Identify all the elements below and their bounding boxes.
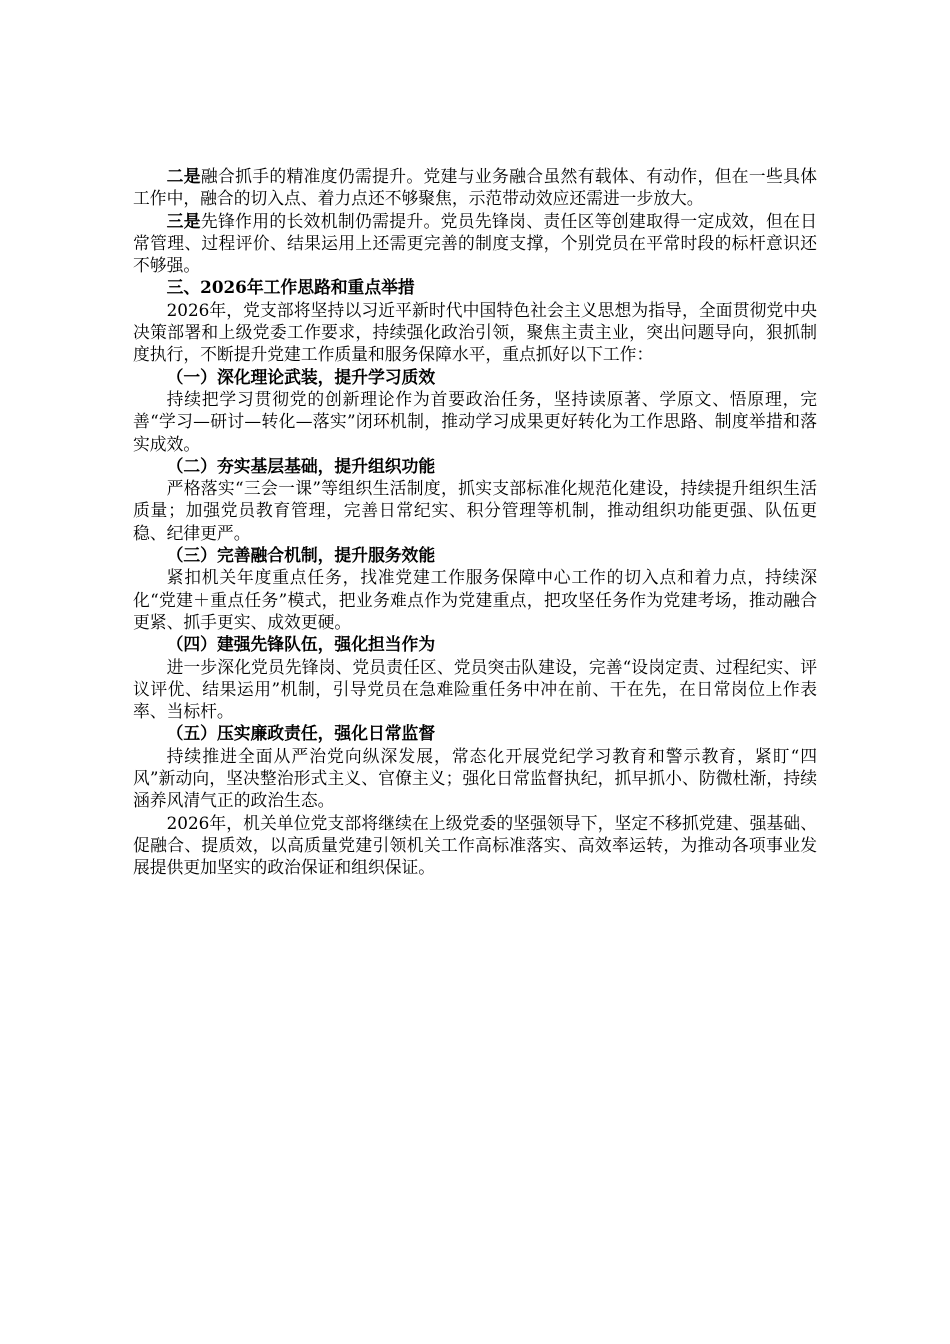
subheading-two: （二）夯实基层基础，提升组织功能 <box>166 455 436 476</box>
section-heading: 三、2026年工作思路和重点举措 <box>166 277 415 298</box>
paragraph-two: 严格落实“三会一课”等组织生活制度，抓实支部标准化规范化建设，持续提升组织生活质量；加强党员教育管理，完善日常纪实、积分管理等机制，推动组织功能更强、队伍更稳、纪律更严。 <box>133 478 817 543</box>
paragraph-three: 紧扣机关年度重点任务，找准党建工作服务保障中心工作的切入点和着力点，持续深化“党建＋重点任务”模式，把业务难点作为党建重点，把攻坚任务作为党建考场，推动融合更紧、抓手更实、成效更硬。 <box>133 567 817 632</box>
paragraph-text: 先锋作用的长效机制仍需提升。党员先锋岗、责任区等创建取得一定成效，但在日常管理、过程评价、结果运用上还需更完善的制度支撑，个别党员在平常时段的标杆意识还不够强。 <box>133 210 817 276</box>
paragraph-issue-two <box>133 165 817 210</box>
paragraph-five: 持续推进全面从严治党向纵深发展，常态化开展党纪学习教育和警示教育，紧盯“四风”新动向，坚决整治形式主义、官僚主义；强化日常监督执纪，抓早抓小、防微杜渐，持续涵养风清气正的政治生态。 <box>133 745 817 811</box>
subheading-three: （三）完善融合机制，提升服务效能 <box>166 545 436 566</box>
paragraph-issue-three <box>133 210 817 277</box>
paragraph-text: 融合抓手的精准度仍需提升。党建与业务融合虽然有载体、有动作，但在一些具体工作中，融合的切入点、着力点还不够聚焦，示范带动效应还需进一步放大。 <box>133 166 817 209</box>
paragraph-intro: 2026年，党支部将坚持以习近平新时代中国特色社会主义思想为指导，全面贯彻党中央决策部署和上级党委工作要求，持续强化政治引领，聚焦主责主业，突出问题导向，狠抓制度执行，不断提升党建工作质量和服务保障水平，重点抓好以下工作： <box>133 299 817 365</box>
lead-term: 二是 <box>166 166 201 186</box>
paragraph-four: 进一步深化党员先锋岗、党员责任区、党员突击队建设，完善“设岗定责、过程纪实、评议评优、结果运用”机制，引导党员在急难险重任务中冲在前、干在先，在日常岗位上作表率、当标杆。 <box>133 656 817 722</box>
subheading-four: （四）建强先锋队伍，强化担当作为 <box>166 634 436 655</box>
paragraph-one: 持续把学习贯彻党的创新理论作为首要政治任务，坚持读原著、学原文、悟原理，完善“学习—研讨—转化—落实”闭环机制，推动学习成果更好转化为工作思路、制度举措和落实成效。 <box>133 388 817 454</box>
paragraph-conclusion: 2026年，机关单位党支部将继续在上级党委的坚强领导下，坚定不移抓党建、强基础、促融合、提质效，以高质量党建引领机关工作高标准落实、高效率运转，为推动各项事业发展提供更加坚实的政治保证和组织保证。 <box>133 812 817 878</box>
document-page <box>133 165 817 879</box>
subheading-one: （一）深化理论武装，提升学习质效 <box>166 366 436 387</box>
subheading-five: （五）压实廉政责任，强化日常监督 <box>166 723 436 744</box>
lead-term: 三是 <box>166 210 201 231</box>
